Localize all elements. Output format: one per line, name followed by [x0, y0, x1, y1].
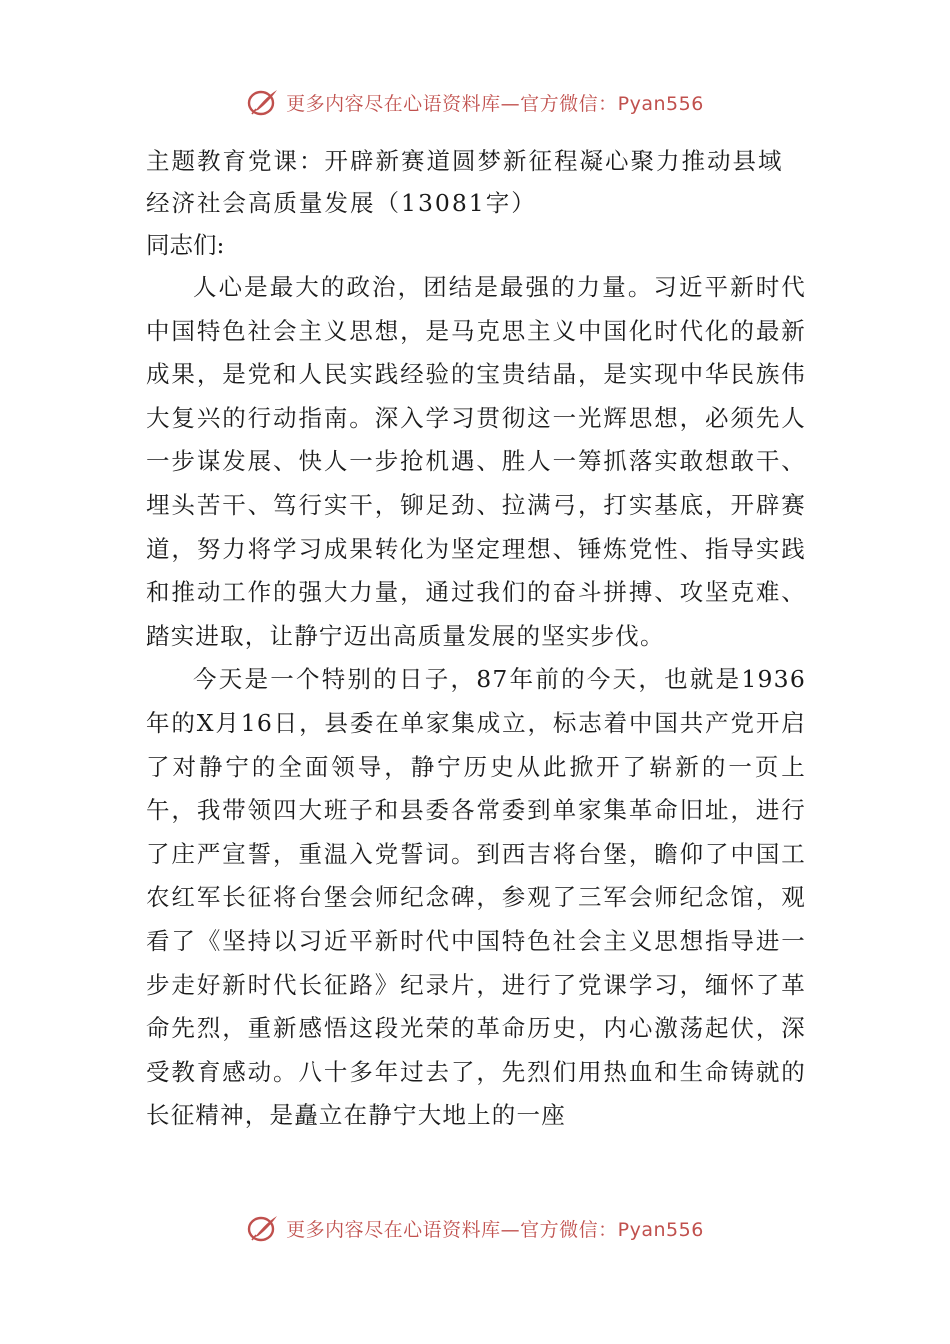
quill-logo-icon [246, 87, 280, 117]
header-watermark [0, 82, 950, 122]
footer-watermark [0, 1208, 950, 1248]
document-title: 主题教育党课：开辟新赛道圆梦新征程凝心聚力推动县域经济社会高质量发展（13081字） [146, 147, 784, 217]
watermark-text: 更多内容尽在心语资料库—官方微信：Pyan556 [286, 1218, 704, 1241]
quill-logo-icon [246, 1213, 280, 1243]
paragraph: 人心是最大的政治，团结是最强的力量。习近平新时代中国特色社会主义思想，是马克思主义中国化时代化的最新成果，是党和人民实践经验的宝贵结晶，是实现中华民族伟大复兴的行动指南。深入学习贯彻这一光辉思想，必须先人一步谋发展、快人一步抢机遇、胜人一筹抓落实敢想敢干、埋头苦干、笃行实干，铆足劲、拉满弓，打实基底，开辟赛道，努力将学习成果转化为坚定理想、锤炼党性、指导实践和推动工作的强大力量，通过我们的奋斗拼搏、攻坚克难、踏实进取，让静宁迈出高质量发展的坚实步伐。 [146, 273, 806, 650]
watermark-text: 更多内容尽在心语资料库—官方微信：Pyan556 [286, 92, 704, 115]
paragraph: 今天是一个特别的日子，87年前的今天，也就是1936年的X月16日，县委在单家集成立，标志着中国共产党开启了对静宁的全面领导，静宁历史从此掀开了崭新的一页上午，我带领四大班子和县委各常委到单家集革命旧址，进行了庄严宣誓，重温入党誓词。到西吉将台堡，瞻仰了中国工农红军长征将台堡会师纪念碑，参观了三军会师纪念馆，观看了《坚持以习近平新时代中国特色社会主义思想指导进一步走好新时代长征路》纪录片，进行了党课学习，缅怀了革命先烈，重新感悟这段光荣的革命历史，内心激荡起伏，深受教育感动。八十多年过去了，先烈们用热血和生命铸就的长征精神，是矗立在静宁大地上的一座 [146, 665, 806, 1130]
greeting: 同志们: [146, 231, 225, 259]
document-body [146, 140, 806, 1138]
